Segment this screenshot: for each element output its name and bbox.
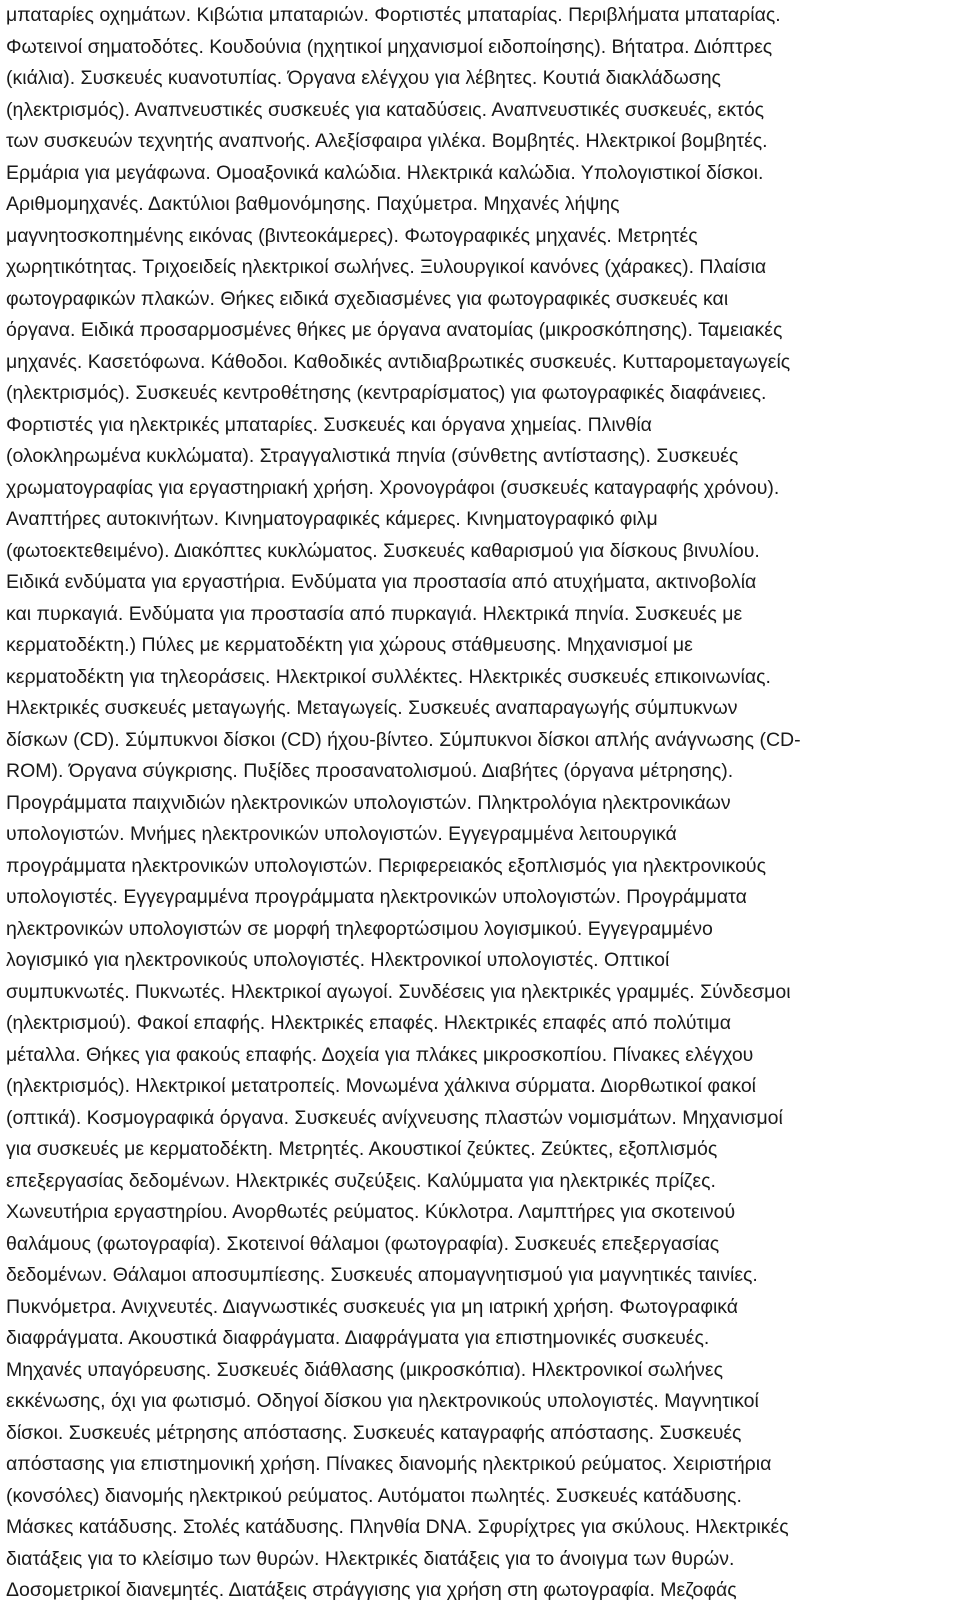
text-line: επεξεργασίας δεδομένων. Ηλεκτρικές συζεύξεις. Καλύμματα για ηλεκτρικές πρίζες.: [6, 1169, 716, 1192]
text-line: Προγράμματα παιχνιδιών ηλεκτρονικών υπολογιστών. Πληκτρολόγια ηλεκτρονικάων: [6, 791, 731, 814]
text-line: Ηλεκτρικές συσκευές μεταγωγής. Μεταγωγείς. Συσκευές αναπαραγωγής σύμπυκνων: [6, 697, 738, 719]
text-line: Πυκνόμετρα. Ανιχνευτές. Διαγνωστικές συσκευές για μη ιατρική χρήση. Φωτογραφικά: [6, 1295, 739, 1318]
text-line: όργανα. Ειδικά προσαρμοσμένες θήκες με όργανα ανατομίας (μικροσκόπησης). Ταμειακές: [6, 319, 783, 341]
text-line: Χωνευτήρια εργαστηρίου. Ανορθωτές ρεύματος. Κύκλοτρα. Λαμπτήρες για σκοτεινού: [6, 1201, 736, 1223]
text-line: για συσκευές με κερματοδέκτη. Μετρητές. Ακουστικοί ζεύκτες. Ζεύκτες, εξοπλισμός: [6, 1138, 718, 1160]
text-line: (ηλεκτρισμός). Συσκευές κεντροθέτησης (κεντραρίσματος) για φωτογραφικές διαφάνειες.: [6, 382, 767, 404]
text-line: συμπυκνωτές. Πυκνωτές. Ηλεκτρικοί αγωγοί. Συνδέσεις για ηλεκτρικές γραμμές. Σύνδεσμοι: [6, 980, 791, 1003]
text-line: (φωτοεκτεθειμένο). Διακόπτες κυκλώματος. Συσκευές καθαρισμού για δίσκους βινυλίου.: [6, 539, 760, 562]
text-line: (κονσόλες) διανομής ηλεκτρικού ρεύματος. Αυτόματοι πωλητές. Συσκευές κατάδυσης.: [6, 1484, 742, 1507]
text-line: διατάξεις για το κλείσιμο των θυρών. Ηλεκτρικές διατάξεις για το άνοιγμα των θυρών.: [6, 1547, 735, 1570]
text-line: (οπτικά). Κοσμογραφικά όργανα. Συσκευές ανίχνευσης πλαστών νομισμάτων. Μηχανισμοί: [6, 1106, 783, 1129]
text-line: Αναπτήρες αυτοκινήτων. Κινηματογραφικές κάμερες. Κινηματογραφικό φιλμ: [6, 508, 658, 530]
text-line: θαλάμους (φωτογραφία). Σκοτεινοί θάλαμοι (φωτογραφία). Συσκευές επεξεργασίας: [6, 1232, 720, 1255]
text-line: χωρητικότητας. Τριχοειδείς ηλεκτρικοί σωλήνες. Ξυλουργικοί κανόνες (χάρακες). Πλαίσια: [6, 256, 767, 278]
text-line: εκκένωσης, όχι για φωτισμό. Οδηγοί δίσκου για ηλεκτρονικούς υπολογιστές. Μαγνητικοί: [6, 1390, 759, 1412]
body-text: [6, 0, 958, 1607]
text-line: Αριθμομηχανές. Δακτύλιοι βαθμονόμησης. Παχύμετρα. Μηχανές λήψης: [6, 193, 620, 215]
text-line: διαφράγματα. Ακουστικά διαφράγματα. Διαφράγματα για επιστημονικές συσκευές.: [6, 1327, 710, 1349]
text-line: δίσκων (CD). Σύμπυκνοι δίσκοι (CD) ήχου-βίντεο. Σύμπυκνοι δίσκοι απλής ανάγνωσης (CD-: [6, 728, 801, 751]
text-line: κερματοδέκτη για τηλεοράσεις. Ηλεκτρικοί συλλέκτες. Ηλεκτρικές συσκευές επικοινωνίας.: [6, 665, 771, 688]
text-line: μέταλλα. Θήκες για φακούς επαφής. Δοχεία για πλάκες μικροσκοπίου. Πίνακες ελέγχου: [6, 1043, 754, 1066]
text-line: Φωτεινοί σηματοδότες. Κουδούνια (ηχητικοί μηχανισμοί ειδοποίησης). Βήτατρα. Διόπτρες: [6, 35, 773, 58]
text-line: Ειδικά ενδύματα για εργαστήρια. Ενδύματα για προστασία από ατυχήματα, ακτινοβολία: [6, 571, 757, 593]
text-line: (ηλεκτρισμός). Ηλεκτρικοί μετατροπείς. Μονωμένα χάλκινα σύρματα. Διορθωτικοί φακοί: [6, 1075, 757, 1097]
text-line: (ηλεκτρισμός). Αναπνευστικές συσκευές για καταδύσεις. Αναπνευστικές συσκευές, εκτός: [6, 98, 765, 121]
text-line: (ηλεκτρισμού). Φακοί επαφής. Ηλεκτρικές επαφές. Ηλεκτρικές επαφές από πολύτιμα: [6, 1012, 732, 1034]
text-line: μηχανές. Κασετόφωνα. Κάθοδοι. Καθοδικές αντιδιαβρωτικές συσκευές. Κυτταρομεταγωγείς: [6, 350, 791, 373]
text-line: λογισμικό για ηλεκτρονικούς υπολογιστές. Ηλεκτρονικοί υπολογιστές. Οπτικοί: [6, 949, 670, 971]
text-line: ηλεκτρονικών υπολογιστών σε μορφή τηλεφορτώσιμου λογισμικού. Εγγεγραμμένο: [6, 917, 713, 940]
text-line: υπολογιστές. Εγγεγραμμένα προγράμματα ηλεκτρονικών υπολογιστών. Προγράμματα: [6, 886, 747, 908]
text-line: κερματοδέκτη.) Πύλες με κερματοδέκτη για χώρους στάθμευσης. Μηχανισμοί με: [6, 634, 693, 656]
text-line: Φορτιστές για ηλεκτρικές μπαταρίες. Συσκευές και όργανα χημείας. Πλινθία: [6, 413, 652, 436]
text-line: (ολοκληρωμένα κυκλώματα). Στραγγαλιστικά πηνία (σύνθετης αντίστασης). Συσκευές: [6, 445, 739, 467]
text-line: δεδομένων. Θάλαμοι αποσυμπίεσης. Συσκευές απομαγνητισμού για μαγνητικές ταινίες.: [6, 1264, 758, 1286]
text-line: φωτογραφικών πλακών. Θήκες ειδικά σχεδιασμένες για φωτογραφικές συσκευές και: [6, 287, 729, 310]
text-line: απόστασης για επιστημονική χρήση. Πίνακες διανομής ηλεκτρικού ρεύματος. Χειριστήρια: [6, 1453, 772, 1475]
text-line: μπαταρίες οχημάτων. Κιβώτια μπαταριών. Φορτιστές μπαταρίας. Περιβλήματα μπαταρίας.: [6, 4, 781, 26]
text-line: ROM). Όργανα σύγκρισης. Πυξίδες προσανατολισμού. Διαβήτες (όργανα μέτρησης).: [6, 760, 734, 782]
text-line: Μηχανές υπαγόρευσης. Συσκευές διάθλασης (μικροσκόπια). Ηλεκτρονικοί σωλήνες: [6, 1358, 724, 1381]
text-line: προγράμματα ηλεκτρονικών υπολογιστών. Περιφερειακός εξοπλισμός για ηλεκτρονικούς: [6, 854, 766, 877]
text-line: και πυρκαγιά. Ενδύματα για προστασία από πυρκαγιά. Ηλεκτρικά πηνία. Συσκευές με: [6, 602, 743, 625]
text-line: χρωματογραφίας για εργαστηριακή χρήση. Χρονογράφοι (συσκευές καταγραφής χρόνου).: [6, 476, 780, 499]
text-line: Μάσκες κατάδυσης. Στολές κατάδυσης. Πληνθία DNA. Σφυρίχτρες για σκύλους. Ηλεκτρικές: [6, 1516, 789, 1538]
text-line: Ερμάρια για μεγάφωνα. Ομοαξονικά καλώδια. Ηλεκτρικά καλώδια. Υπολογιστικοί δίσκοι.: [6, 161, 764, 184]
text-line: υπολογιστών. Μνήμες ηλεκτρονικών υπολογιστών. Εγγεγραμμένα λειτουργικά: [6, 823, 677, 845]
text-line: των συσκευών τεχνητής αναπνοής. Αλεξίσφαιρα γιλέκα. Βομβητές. Ηλεκτρικοί βομβητές.: [6, 130, 768, 152]
text-line: (κιάλια). Συσκευές κυανοτυπίας. Όργανα ελέγχου για λέβητες. Κουτιά διακλάδωσης: [6, 67, 721, 89]
text-line: μαγνητοσκοπημένης εικόνας (βιντεοκάμερες). Φωτογραφικές μηχανές. Μετρητές: [6, 224, 698, 247]
text-line: Δοσομετρικοί διανεμητές. Διατάξεις στράγγισης για χρήση στη φωτογραφία. Μεζοφάς: [6, 1579, 737, 1601]
text-line: δίσκοι. Συσκευές μέτρησης απόστασης. Συσκευές καταγραφής απόστασης. Συσκευές: [6, 1421, 742, 1444]
